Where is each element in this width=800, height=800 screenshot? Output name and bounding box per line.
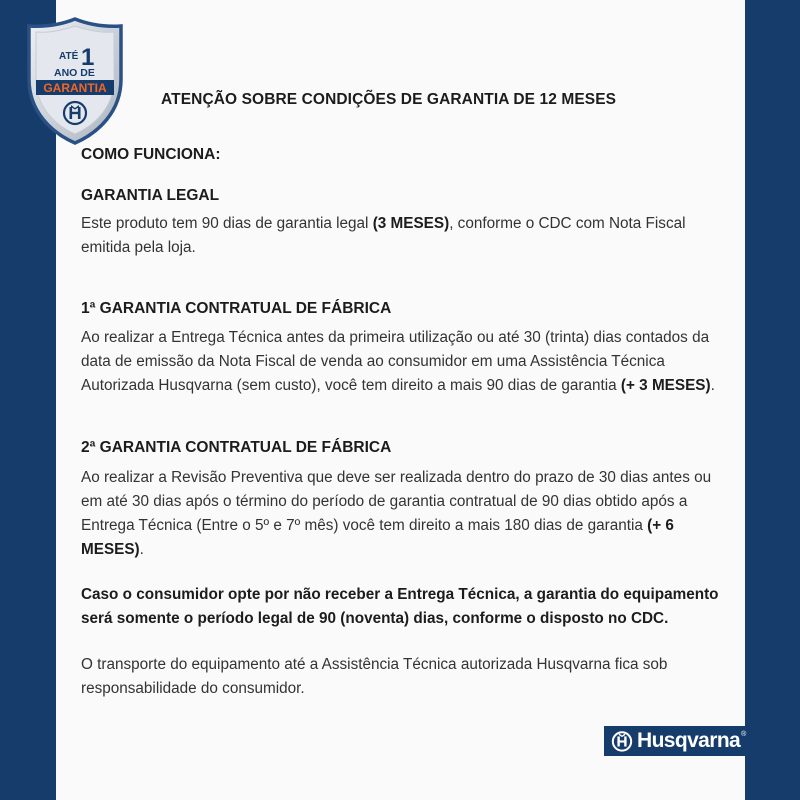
badge-number: 1 [81,44,95,71]
first-contract-heading: 1ª GARANTIA CONTRATUAL DE FÁBRICA [81,300,392,317]
legal-text-bold: (3 MESES) [372,215,450,232]
second-contract-heading: 2ª GARANTIA CONTRATUAL DE FÁBRICA [81,439,392,456]
how-it-works-heading: COMO FUNCIONA: [81,146,221,163]
second-contract-text [81,466,721,562]
husqvarna-logo [604,726,755,756]
shield-icon [26,17,124,145]
right-border [745,0,800,800]
warning-text: Caso o consumidor opte por não receber a Entrega Técnica, a garantia do equipamento será somente o período legal de 90 (noventa) dias, conforme o disposto no CDC. [81,586,719,627]
first-text-b: . [710,377,715,394]
first-text-bold: (+ 3 MESES) [620,377,711,394]
legal-warranty-text [81,212,721,260]
second-text-a: Ao realizar a Revisão Preventiva que deve ser realizada dentro do prazo de 30 dias antes ou em até 30 dias após o término do período de garantia contratual de 90 dias obtido após a Entrega Técnica (Entre o 5º e 7º mês) você tem direito a mais 180 dias de garantia [81,469,712,534]
second-text-b: . [139,541,144,558]
warranty-badge [26,17,124,145]
badge-line2: ANO DE [54,67,95,79]
second-text-bold: (+ 6 MESES) [81,517,674,558]
first-text-a: Ao realizar a Entrega Técnica antes da primeira utilização ou até 30 (trinta) dias contados da data de emissão da Nota Fiscal de venda ao consumidor em uma Assistência Técnica Autorizada Husqvarna (sem custo), você tem direito a mais 90 dias de garantia [81,329,710,394]
legal-text-a: Este produto tem 90 dias de garantia legal [81,215,373,232]
transport-text: O transporte do equipamento até a Assistência Técnica autorizada Husqvarna fica sob responsabilidade do consumidor. [81,656,668,697]
badge-line1: ATÉ [59,51,79,62]
husqvarna-crown-icon [611,730,633,752]
warranty-content [81,145,721,701]
badge-line3: GARANTIA [43,81,107,95]
legal-text-b: , conforme o CDC com Nota Fiscal emitida pela loja. [81,215,686,256]
first-contract-text [81,326,721,398]
page-title: ATENÇÃO SOBRE CONDIÇÕES DE GARANTIA DE 12 MESES [161,91,617,108]
registered-mark: ® [741,731,747,738]
logo-wordmark: Husqvarna [637,729,741,752]
legal-warranty-heading: GARANTIA LEGAL [81,187,220,204]
